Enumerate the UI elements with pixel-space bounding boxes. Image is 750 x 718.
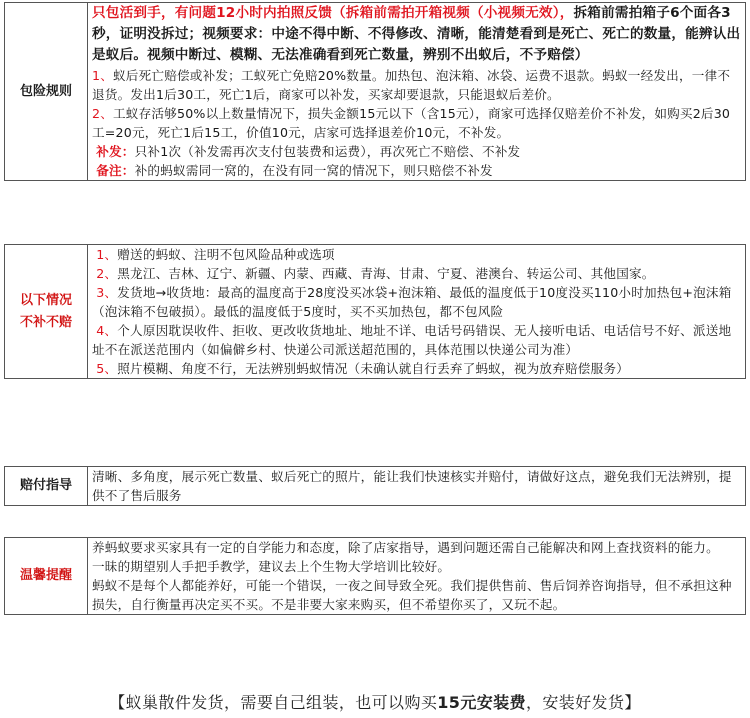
- compensation-guide-text: 清晰、多角度，展示死亡数量、蚁后死亡的照片，能让我们快速核实并赔付，请做好这点，避免我们无法辨别，提供不了售后服务: [92, 469, 732, 503]
- footer-note: 【蚁巢散件发货，需要自己组装，也可以购买15元安装费，安装好发货】: [109, 693, 641, 712]
- list-item: 2、黑龙江、吉林、辽宁、新疆、内蒙、西藏、青海、甘肃、宁夏、港澳台、转运公司、其他国家。: [96, 266, 655, 281]
- insurance-intro-black: 拆箱前需拍箱子6个面各3秒，证明没拆过；视频要求：中途不得中断、不得修改、清晰，能清楚看到是死亡、死亡的数量，能辨认出是蚁后。视频中断过、模糊、无法准确看到死亡数量，辨别不出蚁后，不予赔偿）: [92, 5, 741, 63]
- insurance-note: 备注：补的蚂蚁需同一窝的，在没有同一窝的情况下，则只赔偿不补发: [96, 163, 493, 178]
- compensation-guide-label: 赔付指导: [5, 467, 88, 506]
- no-compensation-label: 以下情况 不补不赔: [5, 245, 88, 379]
- insurance-supplement: 补发：只补1次（补发需再次支付包装费和运费），再次死亡不赔偿、不补发: [96, 144, 521, 159]
- warm-reminder-content: [88, 538, 746, 615]
- reminder-para-3: 蚂蚁不是每个人都能养好，可能一个错误，一夜之间导致全死。我们提供售前、售后饲养咨询指导，但不承担这种损失，自行衡量再决定买不买。不是非要大家来购买，但不希望你买了，又玩不起。: [92, 578, 732, 612]
- list-item: 4、个人原因耽误收件、拒收、更改收货地址、地址不详、电话号码错误、无人接听电话、电话信号不好、派送地址不在派送范围内（如偏僻乡村、快递公司派送超范围的，具体范围以快递公司为准）: [92, 323, 732, 357]
- insurance-item-1: 1、蚁后死亡赔偿或补发；工蚁死亡免赔20%数量。加热包、泡沫箱、冰袋、运费不退款。蚂蚁一经发出，一律不退货。发出1后30工，死亡1后，商家可以补发，买家却要退款，只能退蚁后差价。: [92, 68, 731, 102]
- compensation-guide-table: [4, 466, 746, 506]
- insurance-rules-label: 包险规则: [5, 3, 88, 181]
- insurance-intro: [92, 3, 741, 66]
- reminder-para-1: 养蚂蚁要求买家具有一定的自学能力和态度，除了店家指导，遇到问题还需自己能解决和网上查找资料的能力。: [92, 540, 719, 555]
- list-item: 1、赠送的蚂蚁、注明不包风险品种或选项: [96, 247, 335, 262]
- compensation-guide-content: [88, 467, 746, 506]
- reminder-para-2: 一昧的期望别人手把手教学，建议去上个生物大学培训比较好。: [92, 559, 451, 574]
- insurance-rules-table: [4, 2, 746, 181]
- list-item: 3、发货地→收货地：最高的温度高于28度没买冰袋+泡沫箱、最低的温度低于10度没买110小时加热包+泡沫箱（泡沫箱不包破损）。最低的温度低于5度时，买不买加热包，都不包风险: [92, 285, 732, 319]
- insurance-rules-content: [88, 3, 746, 181]
- list-item: 5、照片模糊、角度不行，无法辨别蚂蚁情况（未确认就自行丢弃了蚂蚁，视为放弃赔偿服务）: [96, 361, 629, 376]
- warm-reminder-table: [4, 537, 746, 615]
- insurance-intro-red: 只包活到手，有问题12小时内拍照反馈（拆箱前需拍开箱视频（小视频无效），: [92, 5, 574, 21]
- no-compensation-content: [88, 245, 746, 379]
- insurance-item-2: 2、工蚁存活够50%以上数量情况下，损失金额15元以下（含15元），商家可选择仅赔差价不补发，如购买2后30工=20元，死亡1后15工，价值10元，店家可选择退差价10元，不补发。: [92, 106, 731, 140]
- warm-reminder-label: 温馨提醒: [5, 538, 88, 615]
- no-compensation-table: [4, 244, 746, 379]
